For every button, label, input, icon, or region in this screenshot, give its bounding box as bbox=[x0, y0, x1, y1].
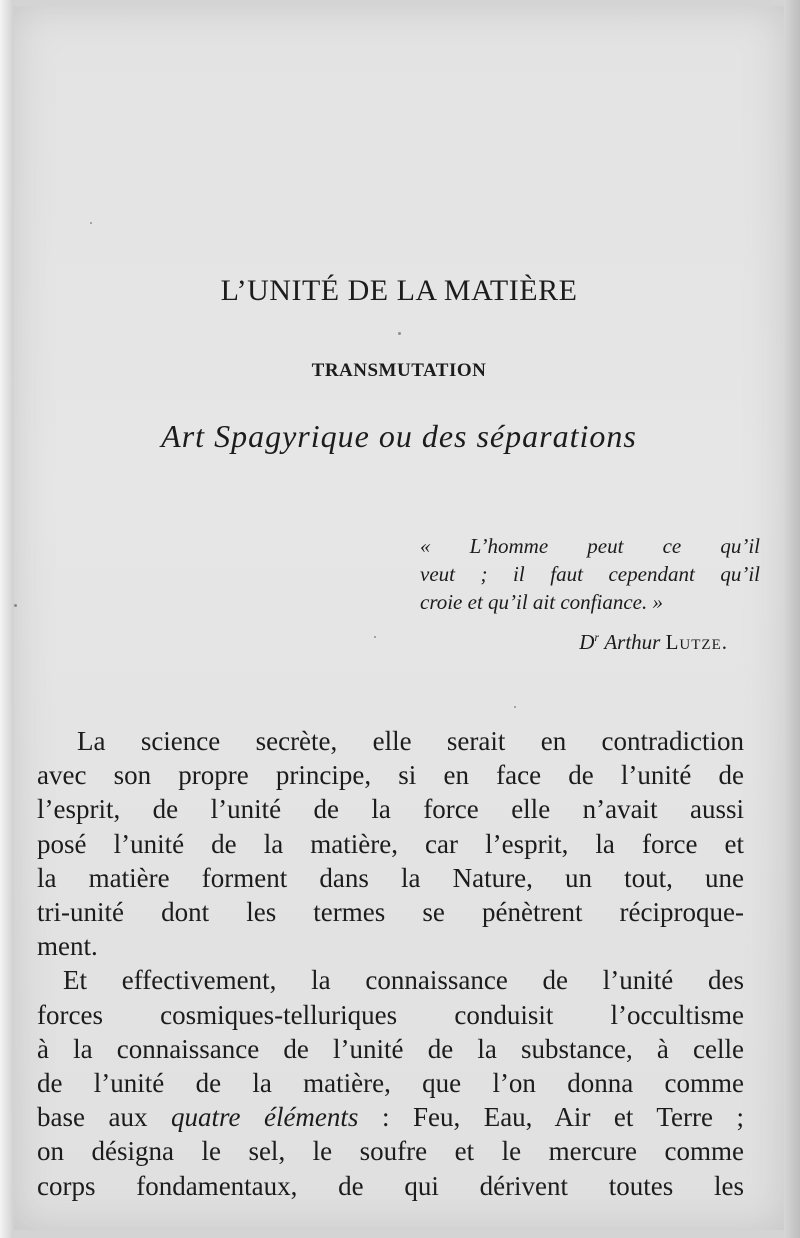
epigraph-author bbox=[420, 630, 728, 655]
print-speck bbox=[374, 636, 376, 638]
print-speck bbox=[14, 604, 17, 607]
print-speck bbox=[90, 222, 92, 224]
print-speck bbox=[514, 706, 516, 708]
text-line: Et effectivement, la connaissance de l’unité des bbox=[63, 965, 744, 996]
text-line: forces cosmiques-telluriques conduisit l’occultisme bbox=[37, 999, 744, 1030]
text-line: posé l’unité de la matière, car l’esprit, la force et bbox=[37, 828, 744, 859]
chapter-title: L’UNITÉ DE LA MATIÈRE bbox=[220, 274, 578, 307]
text-fragment: : Feu, Eau, Air et Terre ; bbox=[358, 1102, 744, 1133]
epigraph-line: croie et qu’il ait confiance. » bbox=[420, 590, 663, 614]
text-fragment: base aux bbox=[37, 1102, 171, 1133]
text-line: la matière forment dans la Nature, un tout, une bbox=[37, 862, 744, 893]
author-last-name: Lutze. bbox=[665, 630, 728, 654]
epigraph-quote bbox=[420, 532, 760, 616]
paragraph-2 bbox=[37, 963, 744, 1202]
body-text bbox=[37, 724, 744, 1203]
epigraph-line: veut ; il faut cependant qu’il bbox=[420, 562, 760, 586]
author-title-sup: r bbox=[594, 630, 600, 644]
text-line: avec son propre principe, si en face de l’unité de bbox=[37, 760, 744, 791]
paragraph-1 bbox=[37, 724, 744, 963]
text-line: de l’unité de la matière, que l’on donna comme bbox=[37, 1068, 744, 1099]
book-page bbox=[14, 6, 784, 1230]
emphasis-quatre-elements: quatre éléments bbox=[170, 1102, 359, 1133]
text-line: on désigna le sel, le soufre et le mercure comme bbox=[37, 1136, 744, 1167]
text-line: tri-unité dont les termes se pénètrent réciproque- bbox=[37, 897, 744, 928]
section-title: Art Spagyrique ou des séparations bbox=[161, 418, 637, 454]
page-right-edge bbox=[784, 0, 800, 1238]
text-line: à la connaissance de l’unité de la substance, à celle bbox=[37, 1033, 744, 1064]
page-left-edge bbox=[0, 0, 14, 1238]
print-speck bbox=[398, 332, 401, 335]
text-line: l’esprit, de l’unité de la force elle n’avait aussi bbox=[37, 794, 744, 825]
text-line: La science secrète, elle serait en contradiction bbox=[77, 726, 744, 756]
text-line: corps fondamentaux, de qui dérivent toutes les bbox=[37, 1170, 744, 1201]
author-title bbox=[579, 630, 599, 654]
author-title-prefix: D bbox=[579, 630, 595, 654]
chapter-subtitle: TRANSMUTATION bbox=[311, 360, 487, 381]
epigraph-line: « L’homme peut ce qu’il bbox=[420, 534, 760, 558]
text-line-with-emphasis bbox=[37, 1100, 744, 1134]
text-line: ment. bbox=[37, 931, 98, 962]
author-first-name: Arthur bbox=[604, 630, 661, 654]
